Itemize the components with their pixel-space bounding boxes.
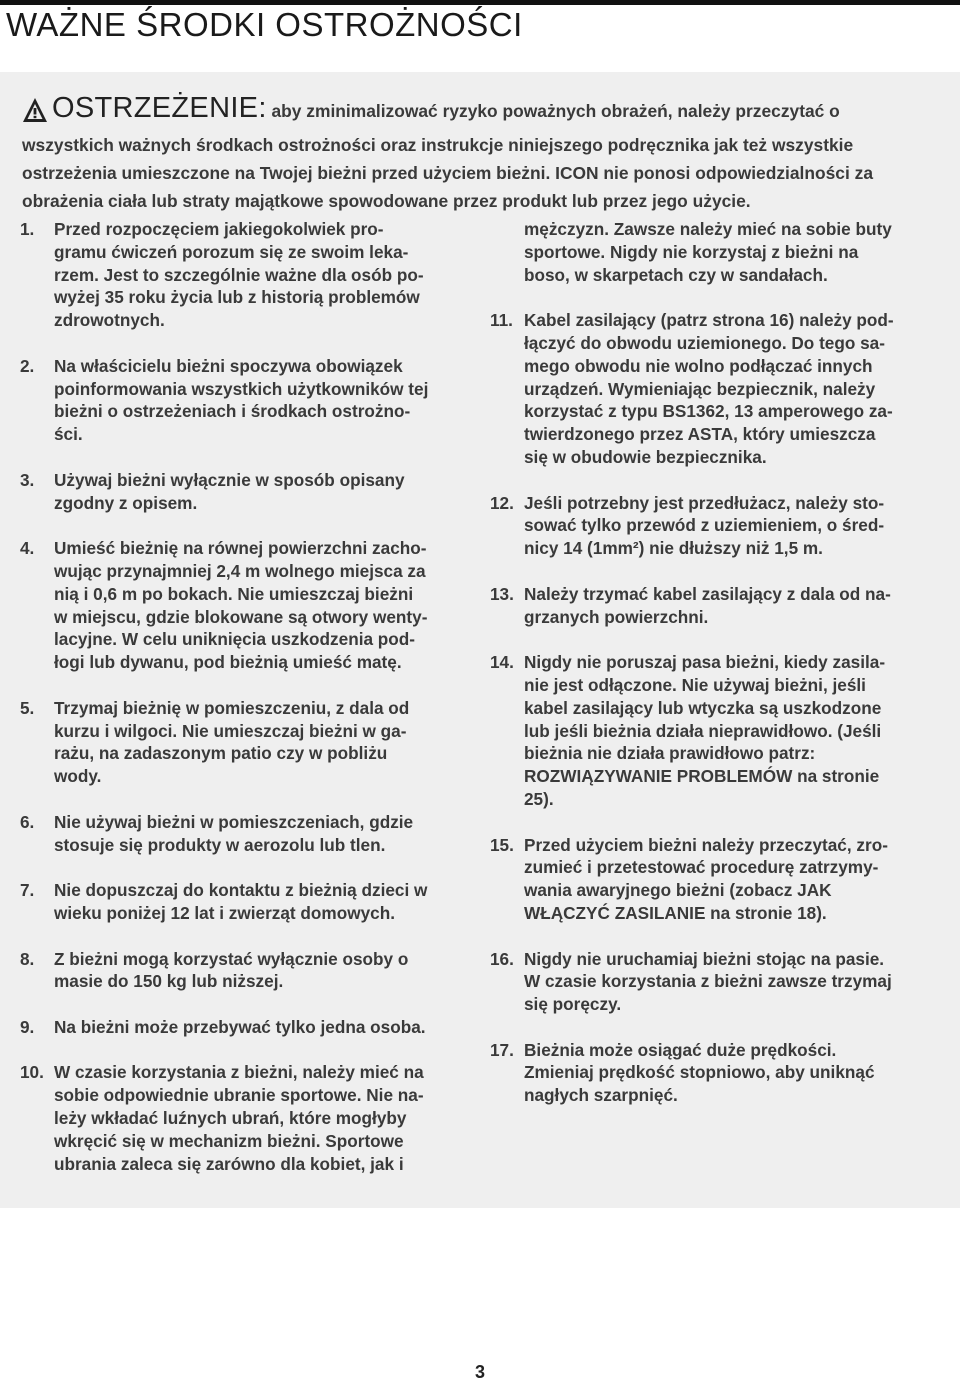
item-number: 17. (490, 1039, 514, 1060)
warning-text: aby zminimalizować ryzyko poważnych obrażeń, należy przeczytać o wszystkich ważnych środkach ostrożności oraz instrukcje niniejszego podręcznika jak też wszystkie ostrzeżenia umieszczone na Twojej bieżni przed użyciem bieżni. ICON nie ponosi odpowiedzialności za obrażenia ciała lub straty majątkowe spowodowane przez produkt lub przez jego użycie. (22, 101, 874, 211)
item-number: 13. (490, 583, 514, 604)
warning-block (22, 94, 934, 215)
safety-item (20, 1016, 470, 1039)
item-number: 11. (490, 310, 513, 331)
warning-label: OSTRZEŻENIE: (52, 92, 267, 124)
right-column (490, 218, 940, 1130)
safety-panel (0, 72, 960, 1208)
page-title: WAŻNE ŚRODKI OSTROŻNOŚCI (6, 6, 523, 43)
safety-item (20, 879, 470, 925)
safety-item (20, 218, 470, 332)
item-number: 6. (20, 811, 35, 832)
page-number: 3 (474, 1362, 485, 1382)
item-text: Bieżnia może osiągać duże prędkości. Zmieniaj prędkość stopniowo, aby uniknąć nagłych szarpnięć. (524, 1039, 875, 1106)
item-number: 16. (490, 948, 514, 969)
item-text: Przed rozpoczęciem jakiegokolwiek pro- gramu ćwiczeń porozum się ze swoim leka- rzem. Jest to szczególnie ważne dla osób po- wyżej 35 roku życia lub z historią problemów zdrowotnych. (54, 219, 424, 331)
safety-item (20, 537, 470, 674)
safety-item (20, 355, 470, 446)
item-number: 9. (20, 1016, 35, 1037)
safety-item (20, 811, 470, 857)
item-text: W czasie korzystania z bieżni, należy mieć na sobie odpowiednie ubranie sportowe. Nie na- leży wkładać luźnych ubrań, które mogłyby wkręcić się w mechanizm bieżni. Sportowe ubrania zaleca się zarówno dla kobiet, jak i (54, 1062, 424, 1174)
item-text: Na bieżni może przebywać tylko jedna osoba. (54, 1016, 426, 1037)
item-text: Kabel zasilający (patrz strona 16) należy pod- łączyć do obwodu uziemionego. Do tego sa- mego obwodu nie wolno podłączać innych urządzeń. Wymieniając bezpiecznik, należy korzystać z typu BS1362, 13 amperowego za- twierdzonego przez ASTA, który umieszcza się w obudowie bezpiecznika. (524, 310, 894, 467)
safety-item (490, 492, 940, 560)
safety-item (490, 1039, 940, 1107)
safety-item (20, 697, 470, 788)
safety-item (490, 583, 940, 629)
item-text: Nigdy nie uruchamiaj bieżni stojąc na pasie. W czasie korzystania z bieżni zawsze trzymaj się poręczy. (524, 948, 892, 1015)
item-text: Należy trzymać kabel zasilający z dala od na- grzanych powierzchni. (524, 583, 891, 627)
safety-item (490, 309, 940, 469)
left-column (20, 218, 470, 1198)
safety-item (490, 834, 940, 925)
item-text: Nigdy nie poruszaj pasa bieżni, kiedy zasila- nie jest odłączone. Nie używaj bieżni, jeśli kabel zasilający lub wtyczka są uszkodzone lub jeśli bieżnia działa nieprawidłowo. (Jeśli bieżnia nie działa prawidłowo patrz: ROZWIĄZYWANIE PROBLEMÓW na stronie 25). (524, 652, 886, 809)
header-rule (0, 0, 960, 5)
item-number: 4. (20, 538, 35, 559)
item-number: 5. (20, 697, 35, 718)
safety-item (20, 948, 470, 994)
safety-item (20, 469, 470, 515)
item-text: Nie dopuszczaj do kontaktu z bieżnią dzieci w wieku poniżej 12 lat i zwierząt domowych. (54, 880, 428, 923)
item-text: Na właścicielu bieżni spoczywa obowiązek poinformowania wszystkich użytkowników tej bieżni o ostrzeżeniach i środkach ostrożno- ści. (54, 355, 429, 445)
item-text: Umieść bieżnię na równej powierzchni zacho- wując przynajmniej 2,4 m wolnego miejsca za nią i 0,6 m po bokach. Nie umieszczaj bieżni w miejscu, gdzie blokowane są otwory wenty- lacyjne. W celu uniknięcia uszkodzenia pod- łogi lub dywanu, pod bieżnią umieść matę. (54, 538, 428, 673)
item-number: 2. (20, 355, 35, 376)
safety-item (490, 651, 940, 811)
item-text: Z bieżni mogą korzystać wyłącznie osoby o masie do 150 kg lub niższej. (54, 948, 409, 992)
item-text: Nie używaj bieżni w pomieszczeniach, gdzie stosuje się produkty w aerozolu lub tlen. (54, 811, 414, 855)
item-number: 1. (20, 219, 35, 239)
item-text: Używaj bieżni wyłącznie w sposób opisany zgodny z opisem. (54, 469, 405, 513)
item-number: 12. (490, 492, 514, 513)
item-number: 10. (20, 1062, 44, 1083)
item-text: Jeśli potrzebny jest przedłużacz, należy sto- sować tylko przewód z uziemieniem, o śred- nicy 14 (1mm²) nie dłuższy niż 1,5 m. (524, 492, 885, 559)
item-number: 3. (20, 469, 35, 490)
item-number: 14. (490, 652, 514, 673)
item-text: Trzymaj bieżnię w pomieszczeniu, z dala od kurzu i wilgoci. Nie umieszczaj bieżni w ga- rażu, na zadaszonym patio czy w pobliżu wody. (54, 697, 410, 787)
item-10-continuation: mężczyzn. Zawsze należy mieć na sobie buty sportowe. Nigdy nie korzystaj z bieżni na boso, w skarpetach czy w sandałach. (524, 219, 892, 285)
item-text: Przed użyciem bieżni należy przeczytać, zro- zumieć i przetestować procedurę zatrzymy- wania awaryjnego bieżni (zobacz JAK WŁĄCZYĆ ZASILANIE na stronie 18). (524, 834, 888, 923)
item-number: 8. (20, 948, 35, 969)
item-number: 7. (20, 880, 35, 901)
item-number: 15. (490, 834, 514, 855)
warning-triangle-icon (22, 97, 48, 131)
safety-item (490, 948, 940, 1016)
safety-item (20, 1061, 470, 1175)
